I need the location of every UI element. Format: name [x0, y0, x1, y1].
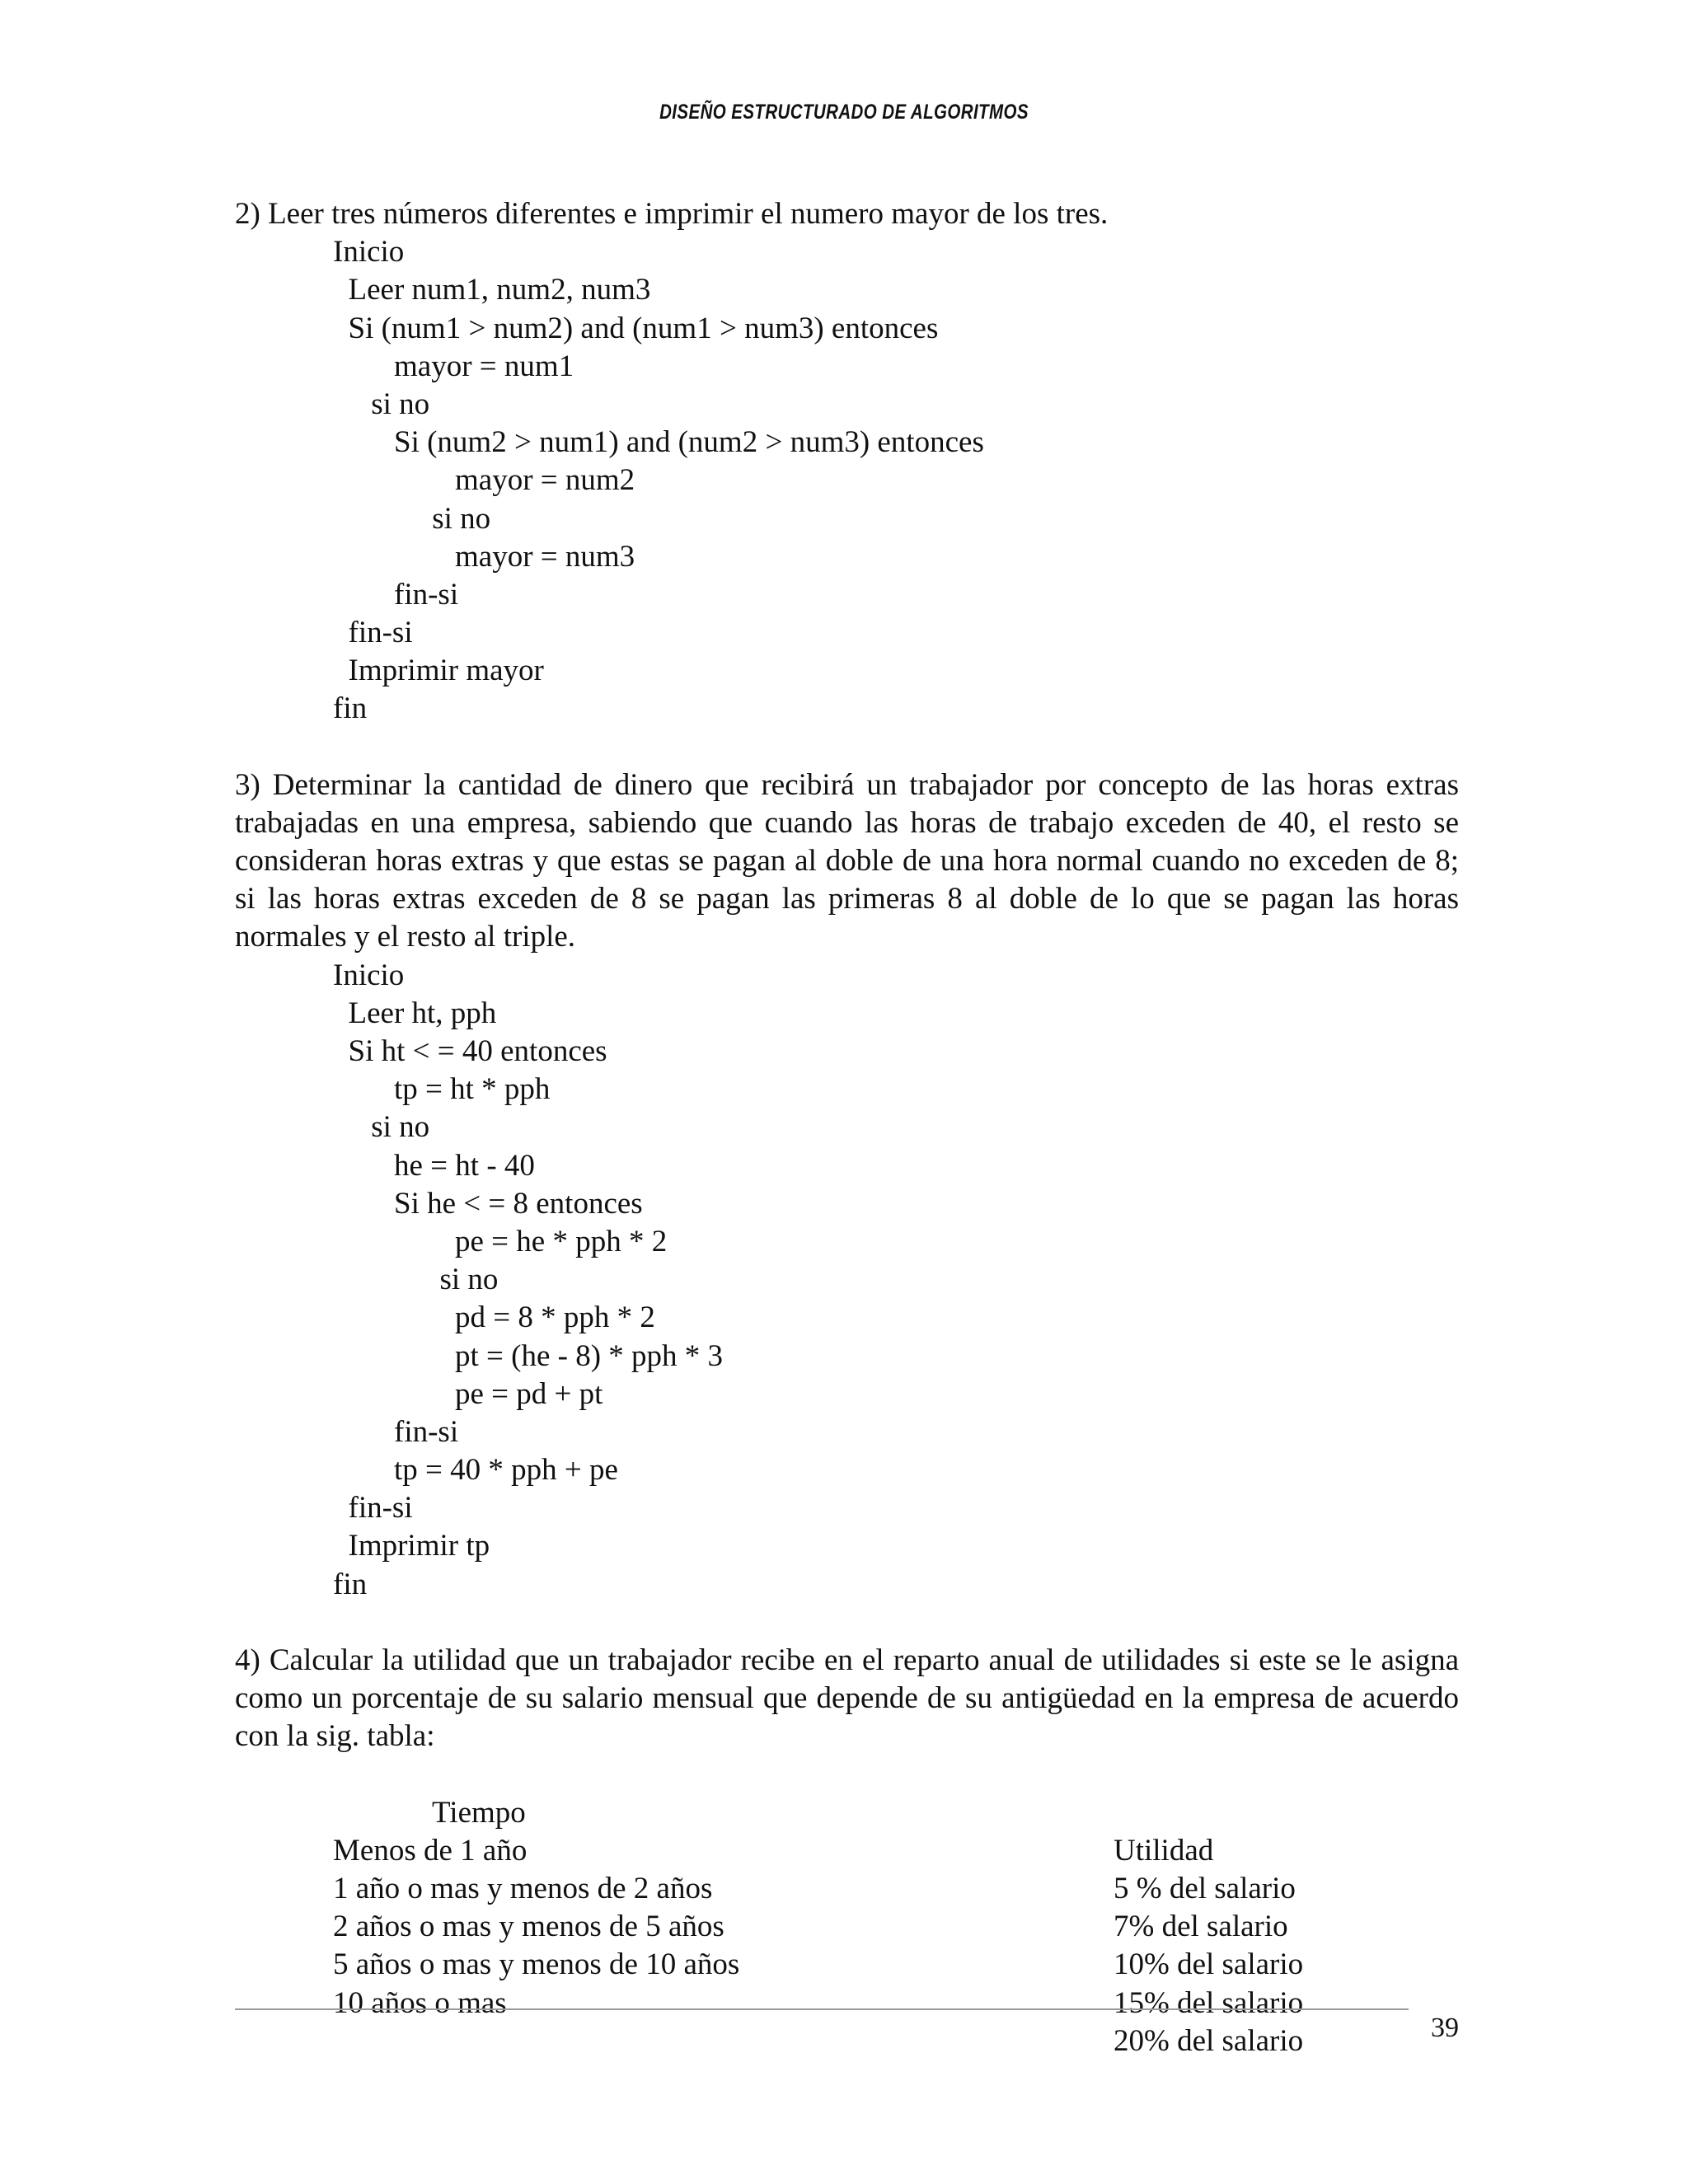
exercise-2-pseudocode [235, 233, 1459, 728]
code-line: Imprimir mayor [333, 654, 544, 688]
code-line: Si (num1 > num2) and (num1 > num3) entonces [333, 311, 939, 345]
code-line: tp = 40 * pph + pe [333, 1453, 618, 1488]
exercise-3-pseudocode [235, 957, 1459, 1604]
table-cell-utilidad: 10% del salario [1114, 1947, 1304, 1982]
code-line: fin [333, 691, 368, 726]
exercise-2-statement: 2) Leer tres números diferentes e imprimir el numero mayor de los tres. [235, 197, 1109, 231]
running-header: DISEÑO ESTRUCTURADO DE ALGORITMOS [659, 101, 1029, 124]
code-line: Imprimir tp [333, 1529, 490, 1563]
code-line: fin-si [333, 1491, 413, 1526]
code-line: pe = he * pph * 2 [333, 1224, 668, 1258]
table-cell-utilidad: 5 % del salario [1114, 1872, 1296, 1906]
code-line: Si ht < = 40 entonces [333, 1034, 607, 1069]
code-line: mayor = num1 [333, 349, 574, 383]
code-line: si no [333, 1110, 430, 1145]
code-line: he = ht - 40 [333, 1148, 535, 1183]
footer-divider [235, 2008, 1409, 2010]
exercise-4-statement: 4) Calcular la utilidad que un trabajador recibe en el reparto anual de utilidades si este se le asigna como un porcentaje de su salario mensual que depende de su antigüedad en la empresa de acuerdo con la sig. tabla: [235, 1643, 1459, 1754]
code-line: si no [333, 387, 430, 421]
table-cell-tiempo: 10 años o mas [333, 1985, 507, 2020]
table-header-utilidad: Utilidad [1114, 1833, 1214, 1868]
paragraph-gap [235, 729, 1459, 766]
code-line: fin-si [333, 577, 459, 612]
table-cell-utilidad: 20% del salario [1114, 2023, 1304, 2058]
code-line: pe = pd + pt [333, 1376, 603, 1411]
code-line: mayor = num3 [333, 539, 635, 574]
code-line: Inicio [333, 958, 405, 992]
code-line: si no [333, 501, 491, 536]
code-line: pt = (he - 8) * pph * 3 [333, 1338, 724, 1373]
table-header-tiempo: Tiempo [432, 1795, 526, 1830]
code-line: si no [333, 1263, 499, 1297]
table-cell-tiempo: 5 años o mas y menos de 10 años [333, 1947, 740, 1982]
page-number: 39 [1431, 2013, 1459, 2043]
exercise-3-statement: 3) Determinar la cantidad de dinero que recibirá un trabajador por concepto de las horas extras trabajadas en una empresa, sabiendo que cuando las horas de trabajo exceden de 40, el resto se consideran horas extras y que estas se pagan al doble de una hora normal cuando no exceden de 8; si las horas extras exceden de 8 se pagan las primeras 8 al doble de lo que se pagan las horas normales y el resto al triple. [235, 767, 1459, 954]
table-cell-tiempo: 2 años o mas y menos de 5 años [333, 1910, 724, 1944]
table-cell-utilidad: 7% del salario [1114, 1910, 1288, 1944]
code-line: pd = 8 * pph * 2 [333, 1301, 655, 1335]
code-line: Inicio [333, 235, 405, 269]
code-line: fin-si [333, 616, 413, 650]
code-line: Leer ht, pph [333, 996, 497, 1030]
code-line: Si he < = 8 entonces [333, 1186, 643, 1221]
table-cell-tiempo: 1 año o mas y menos de 2 años [333, 1872, 713, 1906]
code-line: fin [333, 1567, 368, 1601]
code-line: mayor = num2 [333, 463, 635, 498]
code-line: fin-si [333, 1414, 459, 1449]
table-cell-utilidad: 15% del salario [1114, 1985, 1304, 2020]
code-line: tp = ht * pph [333, 1072, 551, 1107]
table-cell-tiempo: Menos de 1 año [333, 1833, 528, 1868]
code-line: Leer num1, num2, num3 [333, 273, 651, 307]
paragraph-gap [235, 1604, 1459, 1642]
code-line: Si (num2 > num1) and (num2 > num3) entonces [333, 425, 984, 460]
